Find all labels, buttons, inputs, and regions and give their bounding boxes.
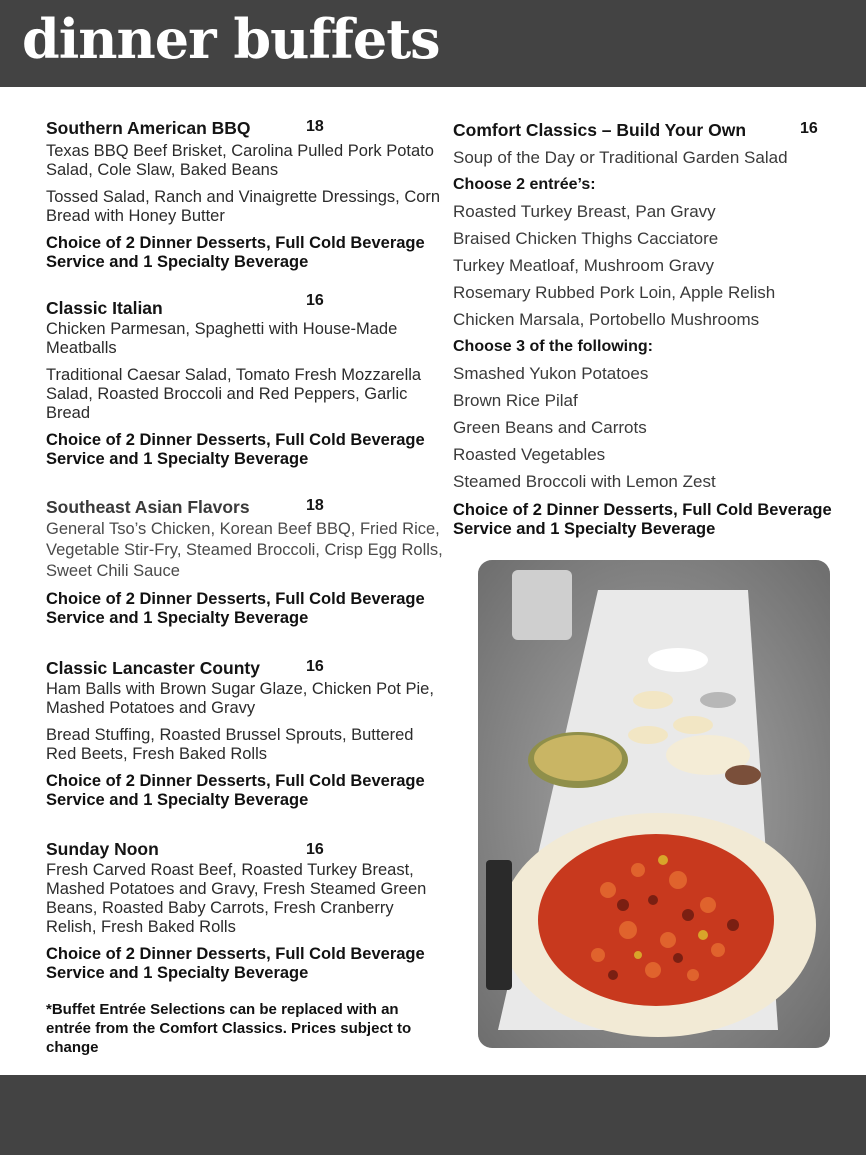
menu-section-lancaster-county (46, 656, 446, 810)
section-description: Texas BBQ Beef Brisket, Carolina Pulled Pork Potato Salad, Cole Slaw, Baked Beans (46, 142, 434, 179)
section-title: Sunday Noon (46, 839, 159, 859)
section-note: Choice of 2 Dinner Desserts, Full Cold Beverage Service and 1 Specialty Beverage (46, 234, 425, 271)
section-price: 18 (306, 497, 324, 514)
section-price: 16 (306, 658, 324, 675)
entree-option: Chicken Marsala, Portobello Mushrooms (453, 310, 760, 329)
section-description: Fresh Carved Roast Beef, Roasted Turkey Breast, Mashed Potatoes and Gravy, Fresh Steamed Green Beans, Roasted Baby Carrots, Fresh Cranberry Relish, Fresh Baked Rolls (46, 861, 427, 936)
entree-heading: Choose 2 entrée’s: (453, 176, 596, 193)
bowl (633, 691, 673, 709)
side-option: Smashed Yukon Potatoes (453, 364, 649, 383)
bowl (648, 648, 708, 672)
section-price: 16 (800, 120, 818, 137)
section-price: 18 (306, 118, 324, 135)
comfort-classics-header (453, 118, 853, 142)
entree-option: Braised Chicken Thighs Cacciatore (453, 229, 719, 248)
buffet-table-illustration (478, 560, 830, 1048)
left-column (46, 116, 446, 1057)
bin (512, 570, 572, 640)
page-title: dinner buffets (22, 7, 440, 71)
section-note: Choice of 2 Dinner Desserts, Full Cold Beverage Service and 1 Specialty Beverage (46, 431, 425, 468)
bowl (673, 716, 713, 734)
entree-option: Rosemary Rubbed Pork Loin, Apple Relish (453, 283, 776, 302)
section-note: Choice of 2 Dinner Desserts, Full Cold Beverage Service and 1 Specialty Beverage (46, 590, 425, 627)
section-description: General Tso’s Chicken, Korean Beef BBQ, Fried Rice, Vegetable Stir-Fry, Steamed Broccoli, Crisp Egg Rolls, Sweet Chili Sauce (46, 520, 443, 580)
section-title: Classic Italian (46, 298, 163, 318)
section-title: Southern American BBQ (46, 118, 251, 138)
tomato-salad (538, 834, 774, 1006)
side-option: Brown Rice Pilaf (453, 391, 578, 410)
section-title: Comfort Classics – Build Your Own (453, 120, 747, 140)
side-option: Roasted Vegetables (453, 445, 606, 464)
section-note: Choice of 2 Dinner Desserts, Full Cold Beverage Service and 1 Specialty Beverage (46, 772, 425, 809)
comfort-intro: Soup of the Day or Traditional Garden Salad (453, 148, 788, 167)
section-description: Traditional Caesar Salad, Tomato Fresh Mozzarella Salad, Roasted Broccoli and Red Peppers, Garlic Bread (46, 366, 422, 422)
menu-section-classic-italian (46, 292, 446, 469)
section-description: Tossed Salad, Ranch and Vinaigrette Dressings, Corn Bread with Honey Butter (46, 188, 441, 225)
section-title: Southeast Asian Flavors (46, 497, 250, 517)
section-note: Choice of 2 Dinner Desserts, Full Cold Beverage Service and 1 Specialty Beverage (453, 501, 832, 538)
menu-section-southern-bbq (46, 116, 446, 272)
section-title: Classic Lancaster County (46, 658, 260, 678)
right-column (453, 118, 853, 539)
side-option: Steamed Broccoli with Lemon Zest (453, 472, 716, 491)
section-note: Choice of 2 Dinner Desserts, Full Cold Beverage Service and 1 Specialty Beverage (46, 945, 425, 982)
bowl (628, 726, 668, 744)
buffet-photo (478, 560, 830, 1048)
footnote: *Buffet Entrée Selections can be replaced with an entrée from the Comfort Classics. Prices subject to change (46, 1001, 412, 1056)
menu-section-southeast-asian (46, 495, 446, 628)
entree-option: Roasted Turkey Breast, Pan Gravy (453, 202, 716, 221)
section-description: Chicken Parmesan, Spaghetti with House-Made Meatballs (46, 320, 398, 357)
bowl (700, 692, 736, 708)
section-price: 16 (306, 841, 324, 858)
section-price: 16 (306, 292, 324, 309)
salad (534, 735, 622, 781)
header-band (0, 0, 866, 87)
menu-section-sunday-noon (46, 837, 446, 983)
section-description: Ham Balls with Brown Sugar Glaze, Chicken Pot Pie, Mashed Potatoes and Gravy (46, 680, 434, 717)
bottle (486, 860, 512, 990)
tray (725, 765, 761, 785)
sides-heading: Choose 3 of the following: (453, 338, 653, 355)
footer-band (0, 1075, 866, 1155)
section-description: Bread Stuffing, Roasted Brussel Sprouts, Buttered Red Beets, Fresh Baked Rolls (46, 726, 414, 763)
entree-option: Turkey Meatloaf, Mushroom Gravy (453, 256, 715, 275)
side-option: Green Beans and Carrots (453, 418, 647, 437)
